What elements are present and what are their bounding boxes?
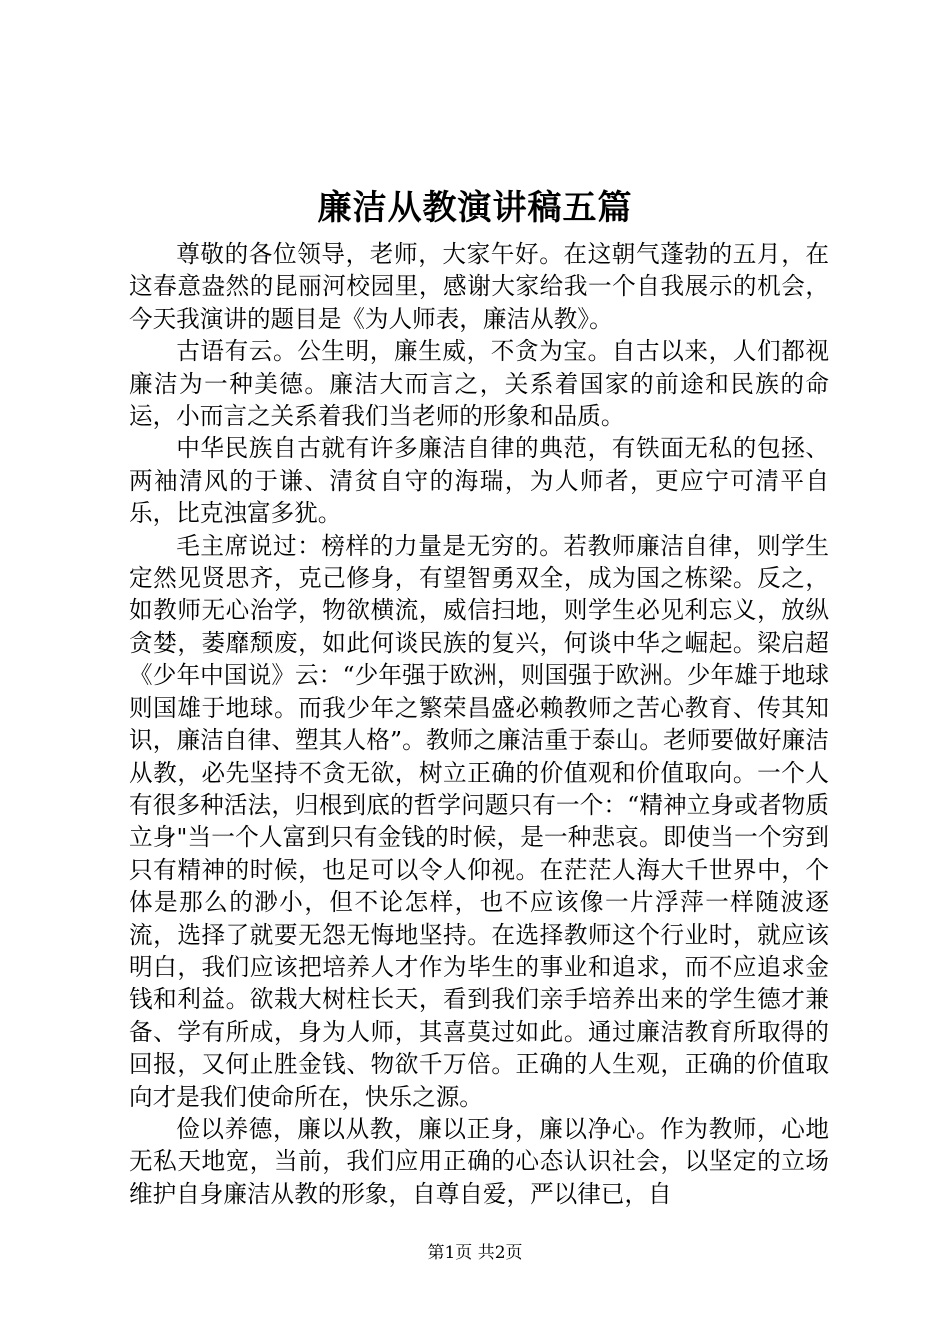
page-number-footer: 第1页 共2页 bbox=[427, 1243, 523, 1263]
paragraph-1: 尊敬的各位领导，老师，大家午好。在这朝气蓬勃的五月，在这春意盎然的昆丽河校园里，感谢大家给我一个自我展示的机会，今天我演讲的题目是《为人师表，廉洁从教》。 bbox=[129, 240, 829, 333]
document-title: 廉洁从教演讲稿五篇 bbox=[317, 188, 633, 228]
document-body bbox=[129, 238, 829, 1210]
paragraph-4: 毛主席说过：榜样的力量是无穷的。若教师廉洁自律，则学生定然见贤思齐，克己修身，有望智勇双全，成为国之栋梁。反之，如教师无心治学，物欲横流，威信扫地，则学生必见利忘义，放纵贪婪，萎靡颓废，如此何谈民族的复兴，何谈中华之崛起。梁启超《少年中国说》云：“少年强于欧洲，则国强于欧洲。少年雄于地球则国雄于地球。而我少年之繁荣昌盛必赖教师之苦心教育、传其知识，廉洁自律、塑其人格”。教师之廉洁重于泰山。老师要做好廉洁从教，必先坚持不贪无欲，树立正确的价值观和价值取向。一个人有很多种活法，归根到底的哲学问题只有一个：“精神立身或者物质立身"当一个人富到只有金钱的时候，是一种悲哀。即使当一个穷到只有精神的时候，也足可以令人仰视。在茫茫人海大千世界中，个体是那么的渺小，但不论怎样，也不应该像一片浮萍一样随波逐流，选择了就要无怨无悔地坚持。在选择教师这个行业时，就应该明白，我们应该把培养人才作为毕生的事业和追求，而不应追求金钱和利益。欲栽大树柱长天，看到我们亲手培养出来的学生德才兼备、学有所成，身为人师，其喜莫过如此。通过廉洁教育所取得的回报，又何止胜金钱、物欲千万倍。正确的人生观，正确的价值取向才是我们使命所在，快乐之源。 bbox=[129, 531, 829, 1111]
paragraph-2: 古语有云。公生明，廉生威，不贪为宝。自古以来，人们都视廉洁为一种美德。廉洁大而言之，关系着国家的前途和民族的命运，小而言之关系着我们当老师的形象和品质。 bbox=[129, 337, 829, 431]
paragraph-5: 俭以养德，廉以从教，廉以正身，廉以净心。作为教师，心地无私天地宽，当前，我们应用正确的心态认识社会，以坚定的立场维护自身廉洁从教的形象，自尊自爱，严以律已，自 bbox=[129, 1114, 829, 1208]
paragraph-3: 中华民族自古就有许多廉洁自律的典范，有铁面无私的包拯、两袖清风的于谦、清贫自守的海瑞，为人师者，更应宁可清平自乐，比克浊富多犹。 bbox=[129, 434, 829, 528]
